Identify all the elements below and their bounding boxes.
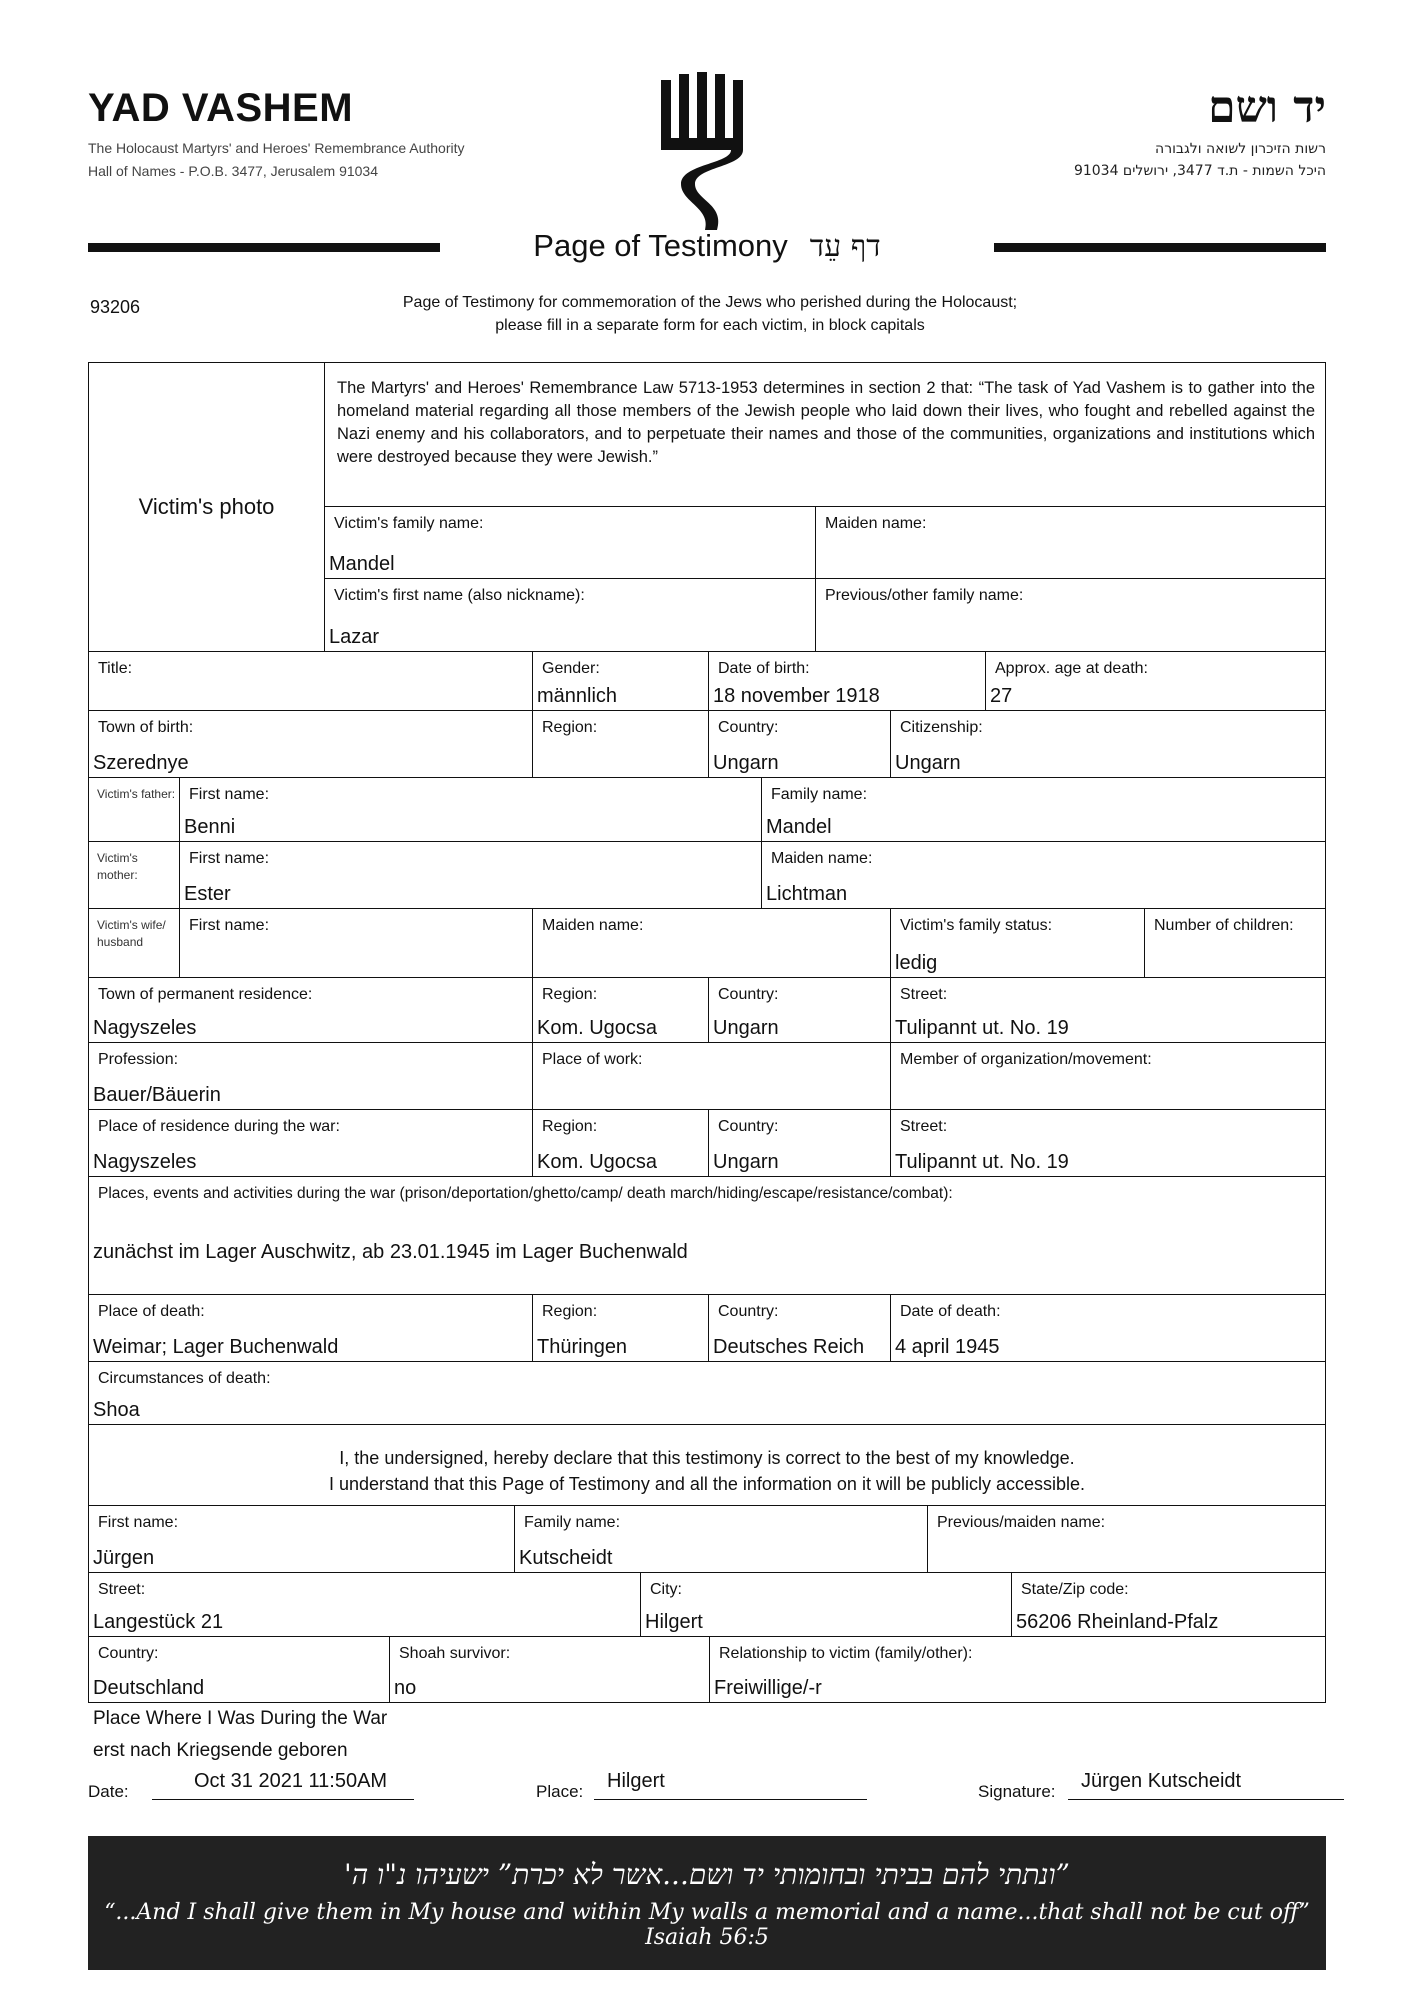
spouse-maiden-name-field[interactable] — [532, 908, 891, 978]
field-label: Region: — [542, 986, 598, 1003]
field-label: Profession: — [98, 1051, 179, 1068]
field-value: Weimar; Lager Buchenwald — [93, 1336, 339, 1358]
field-value: 4 april 1945 — [895, 1336, 1000, 1358]
field-value: Lichtman — [766, 883, 848, 905]
submitter-family-name-field[interactable] — [514, 1505, 928, 1573]
field-label: Country: — [718, 719, 779, 736]
field-value: Benni — [184, 816, 236, 838]
field-label: First name: — [98, 1514, 179, 1531]
field-value: Thüringen — [537, 1336, 628, 1358]
war-place-label: Place Where I Was During the War — [93, 1708, 388, 1729]
field-value: Mandel — [329, 553, 395, 575]
victim-gender-field[interactable] — [532, 651, 709, 711]
death-country-field[interactable] — [708, 1294, 891, 1362]
town-of-birth-field[interactable] — [88, 710, 533, 778]
field-value: 56206 Rheinland-Pfalz — [1016, 1611, 1219, 1633]
field-label: Circumstances of death: — [98, 1370, 271, 1387]
field-label: State/Zip code: — [1021, 1581, 1129, 1598]
date-label: Date: — [88, 1782, 129, 1801]
field-value: Ester — [184, 883, 231, 905]
field-label: Place of residence during the war: — [98, 1118, 340, 1135]
field-label: Member of organization/movement: — [900, 1051, 1152, 1068]
field-value: Lazar — [329, 626, 380, 648]
signature-value: Jürgen Kutscheidt — [1081, 1770, 1242, 1792]
field-value: ledig — [895, 952, 938, 974]
field-value: Freiwillige/-r — [714, 1677, 822, 1699]
submitter-street-field[interactable] — [88, 1572, 641, 1637]
war-street-field[interactable] — [890, 1109, 1326, 1177]
field-label: First name: — [189, 786, 270, 803]
field-label: Country: — [718, 986, 779, 1003]
field-label: Citizenship: — [900, 719, 983, 736]
org-subtitle-he: רשות הזיכרון לשואה ולגבורה — [1155, 141, 1326, 157]
field-label: Maiden name: — [825, 515, 927, 532]
field-value: Tulipannt ut. No. 19 — [895, 1151, 1069, 1173]
field-value: Nagyszeles — [93, 1017, 197, 1039]
field-label: First name: — [189, 850, 270, 867]
victim-dob-field[interactable] — [708, 651, 986, 711]
field-value: Kom. Ugocsa — [537, 1151, 658, 1173]
submitter-country-field[interactable] — [88, 1636, 390, 1703]
field-value: Deutsches Reich — [713, 1336, 865, 1358]
place-value: Hilgert — [607, 1770, 665, 1792]
father-tag-label: Victim's father: — [97, 787, 176, 801]
victim-previous-name-field[interactable] — [815, 578, 1326, 652]
relationship-field[interactable] — [709, 1636, 1326, 1703]
mother-maiden-name-field[interactable] — [761, 841, 1326, 909]
victim-title-field[interactable] — [88, 651, 533, 711]
field-value: Jürgen — [93, 1547, 155, 1569]
field-value: männlich — [537, 685, 618, 707]
signature-line[interactable] — [1068, 1799, 1344, 1800]
father-family-name-field[interactable] — [761, 777, 1326, 842]
spouse-first-name-field[interactable] — [179, 908, 533, 978]
field-label: Street: — [98, 1581, 146, 1598]
place-of-death-field[interactable] — [88, 1294, 533, 1362]
field-label: Date of birth: — [718, 660, 810, 677]
submitter-previous-name-field[interactable] — [927, 1505, 1326, 1573]
residence-town-field[interactable] — [88, 977, 533, 1043]
death-region-field[interactable] — [532, 1294, 709, 1362]
submitter-city-field[interactable] — [640, 1572, 1012, 1637]
org-name-en: YAD VASHEM — [88, 86, 354, 130]
place-label: Place: — [536, 1782, 584, 1801]
org-address-he: היכל השמות - ת.ד 3477, ירושלים 91034 — [1073, 163, 1326, 179]
date-of-death-field[interactable] — [890, 1294, 1326, 1362]
war-places-field[interactable] — [88, 1176, 1326, 1295]
field-value: Shoa — [93, 1399, 140, 1421]
mother-first-name-field[interactable] — [179, 841, 762, 909]
organization-field[interactable] — [890, 1042, 1326, 1110]
victim-photo-label: Victim's photo — [138, 494, 275, 519]
father-first-name-field[interactable] — [179, 777, 762, 842]
field-label: Town of permanent residence: — [98, 986, 313, 1003]
field-value: Tulipannt ut. No. 19 — [895, 1017, 1069, 1039]
field-value: 18 november 1918 — [713, 685, 880, 707]
page-title — [0, 228, 1414, 264]
field-label: Relationship to victim (family/other): — [719, 1645, 973, 1662]
field-label: First name: — [189, 917, 270, 934]
field-label: Country: — [98, 1645, 159, 1662]
shoah-survivor-field[interactable] — [389, 1636, 710, 1703]
field-label: Street: — [900, 986, 948, 1003]
field-label: Region: — [542, 1303, 598, 1320]
victim-photo-box — [88, 362, 325, 652]
page-title-en: Page of Testimony — [533, 228, 788, 263]
field-value: Hilgert — [645, 1611, 703, 1633]
field-label: Region: — [542, 1118, 598, 1135]
birth-country-field[interactable] — [708, 710, 891, 778]
father-tag — [88, 777, 180, 842]
field-value: Ungarn — [713, 1151, 779, 1173]
footer-quote-banner — [88, 1836, 1326, 1970]
field-value: Szerednye — [93, 752, 189, 774]
field-label: Place of work: — [542, 1051, 643, 1068]
field-label: Previous/other family name: — [825, 587, 1024, 604]
war-place-value: erst nach Kriegsende geboren — [93, 1740, 348, 1761]
field-value: Langestück 21 — [93, 1611, 224, 1633]
field-label: Date of death: — [900, 1303, 1001, 1320]
date-value: Oct 31 2021 11:50AM — [194, 1770, 388, 1792]
org-subtitle-en: The Holocaust Martyrs' and Heroes' Remembrance Authority — [88, 140, 465, 156]
residence-country-field[interactable] — [708, 977, 891, 1043]
field-label: Street: — [900, 1118, 948, 1135]
form-id: 93206 — [90, 297, 141, 317]
field-label: Family name: — [524, 1514, 621, 1531]
field-label: Places, events and activities during the war (prison/deportation/ghetto/camp/ death march/hiding/escape/resistance/combat): — [98, 1185, 953, 1202]
intro-text — [300, 291, 1120, 337]
residence-region-field[interactable] — [532, 977, 709, 1043]
field-label: Number of children: — [1154, 917, 1294, 934]
footer-quote-he: ”ונתתי להם בביתי ובחומותי יד ושם...אשר לא יכרת” ישעיהו נ"ו ה' — [344, 1858, 1070, 1891]
field-label: Victim's family name: — [334, 515, 484, 532]
declaration-line-1: I, the undersigned, hereby declare that this testimony is correct to the best of my knowledge. — [339, 1448, 1075, 1468]
field-value: Nagyszeles — [93, 1151, 197, 1173]
field-value: Ungarn — [713, 1017, 779, 1039]
page-title-he: דף עֵד — [809, 229, 881, 264]
field-label: Gender: — [542, 660, 600, 677]
mother-tag-label: Victim's mother: — [97, 851, 138, 882]
yad-vashem-logo — [655, 72, 751, 232]
field-value: Deutschland — [93, 1677, 205, 1699]
war-residence-field[interactable] — [88, 1109, 533, 1177]
org-address-en: Hall of Names - P.O.B. 3477, Jerusalem 91034 — [88, 163, 379, 179]
field-label: Town of birth: — [98, 719, 194, 736]
field-value: no — [394, 1677, 417, 1699]
submitter-zip-field[interactable] — [1011, 1572, 1326, 1637]
spouse-tag-label: Victim's wife/ husband — [97, 918, 166, 949]
org-name-he: יד ושם — [1208, 82, 1326, 133]
field-label: Country: — [718, 1118, 779, 1135]
field-label: Victim's family status: — [900, 917, 1053, 934]
war-country-field[interactable] — [708, 1109, 891, 1177]
field-label: Country: — [718, 1303, 779, 1320]
intro-line-1: Page of Testimony for commemoration of the Jews who perished during the Holocaust; — [402, 294, 1018, 311]
field-label: Maiden name: — [771, 850, 873, 867]
field-label: City: — [650, 1581, 682, 1598]
field-value: Mandel — [766, 816, 832, 838]
place-line[interactable] — [594, 1799, 867, 1800]
place-of-work-field[interactable] — [532, 1042, 891, 1110]
field-label: Previous/maiden name: — [937, 1514, 1106, 1531]
profession-field[interactable] — [88, 1042, 533, 1110]
field-label: Maiden name: — [542, 917, 644, 934]
declaration-box — [88, 1424, 1326, 1506]
declaration-line-2: I understand that this Page of Testimony and all the information on it will be publicly accessible. — [328, 1474, 1086, 1494]
victim-first-name-field[interactable] — [324, 578, 816, 652]
victim-maiden-name-field[interactable] — [815, 506, 1326, 579]
victim-age-field[interactable] — [985, 651, 1326, 711]
intro-line-2: please fill in a separate form for each victim, in block capitals — [495, 317, 925, 334]
circumstances-field[interactable] — [88, 1361, 1326, 1425]
spouse-tag — [88, 908, 180, 978]
field-label: Title: — [98, 660, 133, 677]
field-label: Approx. age at death: — [995, 660, 1148, 677]
children-count-field[interactable] — [1144, 908, 1326, 978]
field-value: zunächst im Lager Auschwitz, ab 23.01.1945 im Lager Buchenwald — [93, 1241, 688, 1263]
citizenship-field[interactable] — [890, 710, 1326, 778]
field-label: Shoah survivor: — [399, 1645, 511, 1662]
field-value: 27 — [990, 685, 1013, 707]
field-label: Victim's first name (also nickname): — [334, 587, 585, 604]
war-region-field[interactable] — [532, 1109, 709, 1177]
field-value: Ungarn — [895, 752, 961, 774]
victim-family-name-field[interactable] — [324, 506, 816, 579]
field-label: Place of death: — [98, 1303, 205, 1320]
footer-quote-en: “...And I shall give them in My house and within My walls a memorial and a name...that shall not be cut off” Isaiah 56:5 — [104, 1900, 1310, 1950]
law-text: The Martyrs' and Heroes' Remembrance Law 5713-1953 determines in section 2 that: “The task of Yad Vashem is to gather into the homeland material regarding all those members of the Jewish people who laid down their lives, who fought and rebelled against the Nazi enemy and his collaborators, and to perpetuate their names and those of the communities, organizations and institutions which were destroyed because they were Jewish.” — [337, 379, 1315, 466]
field-value: Kom. Ugocsa — [537, 1017, 658, 1039]
submitter-first-name-field[interactable] — [88, 1505, 515, 1573]
field-value: Ungarn — [713, 752, 779, 774]
field-value: Kutscheidt — [519, 1547, 613, 1569]
field-label: Family name: — [771, 786, 868, 803]
date-line[interactable] — [152, 1799, 414, 1800]
law-text-box — [324, 362, 1326, 507]
birth-region-field[interactable] — [532, 710, 709, 778]
field-label: Region: — [542, 719, 598, 736]
signature-label: Signature: — [978, 1782, 1056, 1801]
field-value: Bauer/Bäuerin — [93, 1084, 221, 1106]
residence-street-field[interactable] — [890, 977, 1326, 1043]
mother-tag — [88, 841, 180, 909]
family-status-field[interactable] — [890, 908, 1145, 978]
